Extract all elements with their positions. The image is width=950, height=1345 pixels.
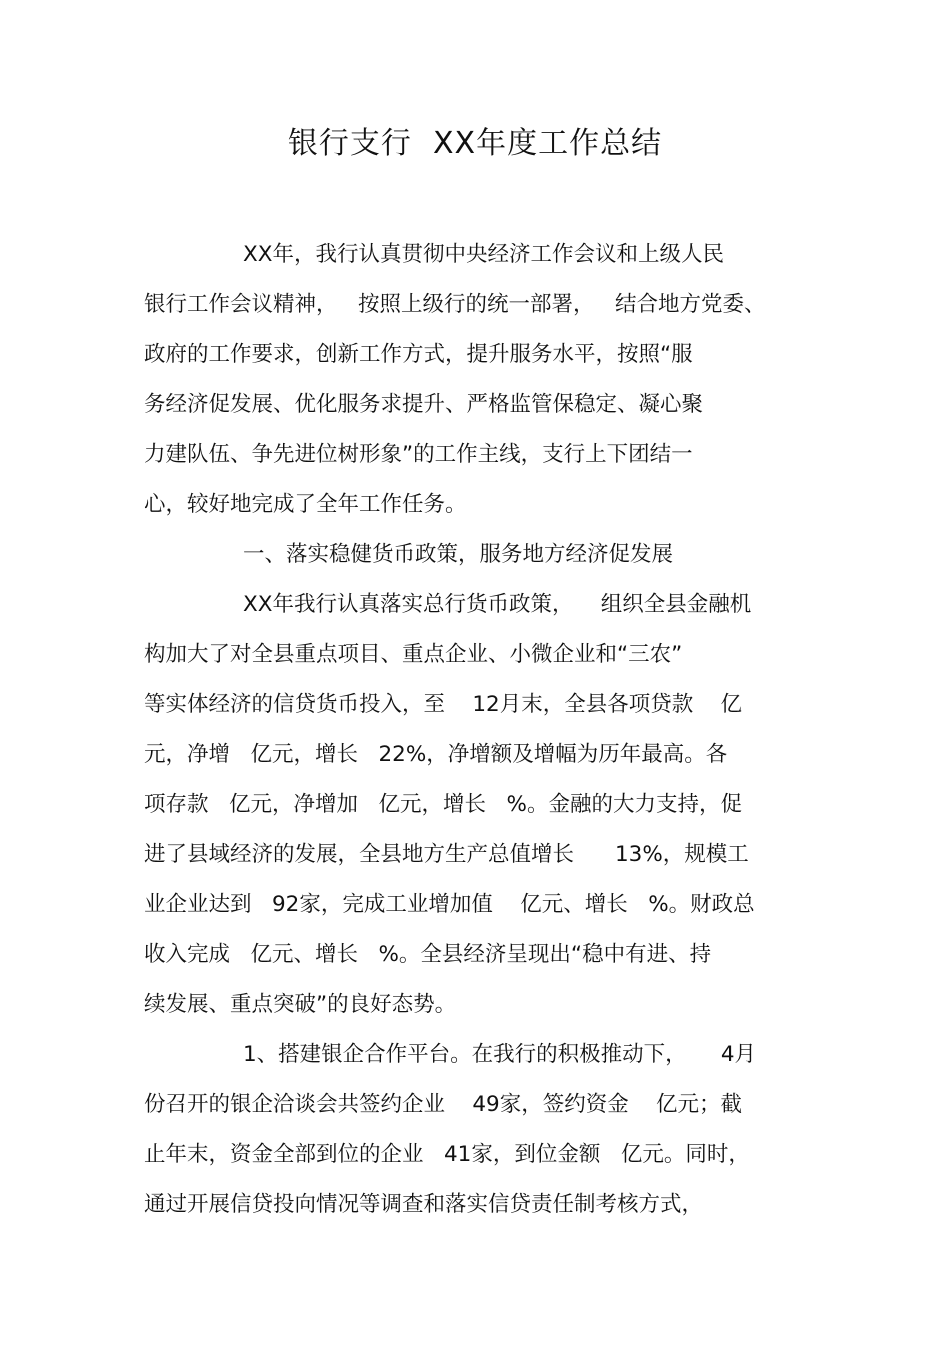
body-line: 政府的工作要求，创新工作方式，提升服务水平，按照“服 <box>144 342 693 367</box>
body-line: 银行工作会议精神， 按照上级行的统一部署， 结合地方党委、 <box>144 292 766 317</box>
body-line: 元，净增 亿元，增长 22%，净增额及增幅为历年最高。各 <box>144 742 728 767</box>
body-line: 通过开展信贷投向情况等调查和落实信贷责任制考核方式， <box>144 1192 704 1217</box>
body-line: XX年我行认真落实总行货币政策， 组织全县金融机 <box>243 592 752 617</box>
body-line: XX年，我行认真贯彻中央经济工作会议和上级人民 <box>243 242 724 267</box>
body-line: 续发展、重点突破”的良好态势。 <box>144 992 457 1017</box>
body-line: 份召开的银企洽谈会共签约企业 49家，签约资金 亿元；截 <box>144 1092 743 1117</box>
body-line: 收入完成 亿元、增长 %。全县经济呈现出“稳中有进、持 <box>144 942 712 967</box>
body-line: 业企业达到 92家，完成工业增加值 亿元、增长 %。财政总 <box>144 892 755 917</box>
body-line: 止年末，资金全部到位的企业 41家，到位金额 亿元。同时， <box>144 1142 750 1167</box>
body-line: 项存款 亿元，净增加 亿元，增长 %。金融的大力支持，促 <box>144 792 742 817</box>
body-line: 力建队伍、争先进位树形象”的工作主线，支行上下团结一 <box>144 442 693 467</box>
body-line: 心，较好地完成了全年工作任务。 <box>144 492 467 517</box>
body-line: 1、搭建银企合作平台。在我行的积极推动下， 4月 <box>243 1042 757 1067</box>
section-heading: 一、落实稳健货币政策，服务地方经济促发展 <box>243 542 674 567</box>
body-line: 等实体经济的信贷货币投入，至 12月末，全县各项贷款 亿 <box>144 692 743 717</box>
body-line: 务经济促发展、优化服务求提升、严格监管保稳定、凝心聚 <box>144 392 704 417</box>
document-title: 银行支行 XX年度工作总结 <box>287 126 663 161</box>
body-line: 进了县域经济的发展，全县地方生产总值增长 13%，规模工 <box>144 842 749 867</box>
body-line: 构加大了对全县重点项目、重点企业、小微企业和“三农” <box>144 642 683 667</box>
